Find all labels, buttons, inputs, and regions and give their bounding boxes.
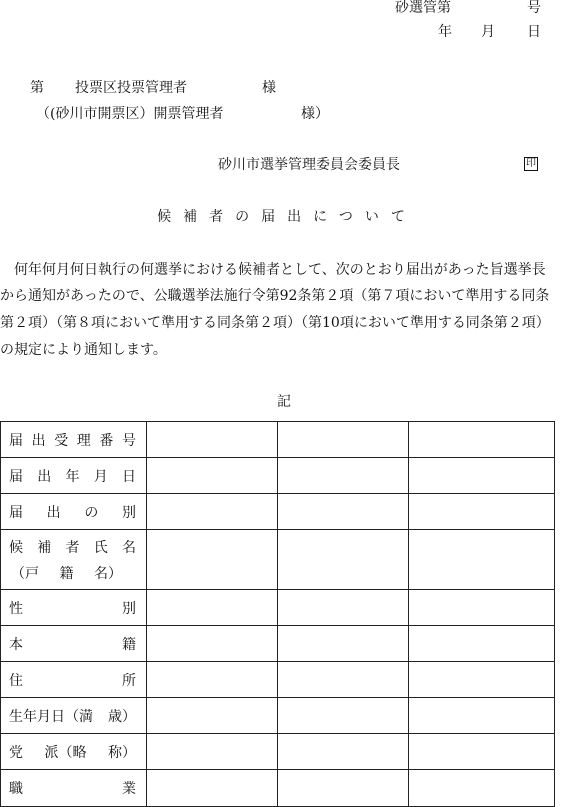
row-label-char: 別 [121,504,136,521]
date-month-label: 月 [481,24,495,40]
value-cell[interactable] [409,662,555,698]
row-label-char: 籍 [59,565,74,582]
value-cell[interactable] [147,626,278,662]
table-row [1,422,555,458]
row-label-char: の [84,504,99,521]
row-label-char: 氏 [93,539,108,556]
addressee-dai: 第 [30,80,44,96]
table-row [1,698,555,734]
date-day-label: 日 [527,24,541,40]
row-label-cell [1,458,147,494]
row-label-char: 年 [65,468,80,485]
ki-heading: 記 [277,394,291,410]
row-label-cell [1,590,147,626]
row-label-char: 名 [122,539,136,556]
row-label-char: 所 [122,672,136,689]
row-label-char: （戸 [11,565,39,582]
row-label-cell [1,422,147,458]
addressee-honorific: 様） [301,106,329,122]
table-row [1,590,555,626]
row-label-char: 派（略 [44,744,87,761]
value-cell[interactable] [409,494,555,530]
row-label-cell [1,662,147,698]
row-label-char: 届 [9,504,23,521]
row-label-char: 番 [99,432,114,449]
value-cell[interactable] [278,626,409,662]
row-label-char: 別 [122,600,136,617]
value-cell[interactable] [147,698,278,734]
row-label-cell [1,494,147,530]
value-cell[interactable] [278,698,409,734]
row-label-char: 籍 [122,636,136,653]
value-cell[interactable] [278,422,409,458]
sender-name: 砂川市選挙管理委員会委員長 [218,157,400,173]
value-cell[interactable] [409,770,555,807]
row-label-char: 届 [9,468,23,485]
row-label-char: 本 [9,636,23,653]
table-row [1,458,555,494]
value-cell[interactable] [278,662,409,698]
value-cell[interactable] [409,590,555,626]
row-label-char: 出 [37,468,52,485]
row-label-cell [1,626,147,662]
row-label-char: 職 [9,781,23,797]
table-row [1,626,555,662]
row-label-cell [1,770,147,807]
row-label-char: 候 [9,539,23,556]
value-cell[interactable] [409,530,555,590]
body-line: から通知があったので、公職選挙法施行令第92条第２項（第７項において準用する同条 [0,288,550,304]
value-cell[interactable] [147,734,278,770]
body-line: 第２項）（第８項において準用する同条第２項）（第10項において準用する同条第２項） [0,315,550,331]
row-label-char: 月 [93,468,108,485]
value-cell[interactable] [278,590,409,626]
value-cell[interactable] [147,590,278,626]
row-label-char: 号 [121,432,136,449]
table-row [1,734,555,770]
body-line: の規定により通知します。 [0,342,167,358]
row-label-char: 出 [46,504,61,521]
date-year-label: 年 [438,24,452,40]
page-title: 候補者の届出について [157,209,417,225]
row-label-char: 届 [9,432,23,449]
body-line: 何年何月何日執行の何選挙における候補者として、次のとおり届出があった旨選挙長 [14,262,546,278]
table-row [1,494,555,530]
value-cell[interactable] [278,494,409,530]
row-label-char: 者 [65,539,80,556]
document-number-suffix: 号 [527,0,541,16]
addressee-name: （(砂川市開票区）開票管理者 [36,106,224,122]
table-row [1,662,555,698]
row-label-char: 名） [94,565,122,582]
value-cell[interactable] [147,422,278,458]
value-cell[interactable] [278,770,409,807]
addressee-name: 投票区投票管理者 [75,80,187,96]
row-label-char: 性 [9,600,23,617]
row-label-char: 歳） [108,708,136,725]
row-label-char: 住 [9,672,23,689]
value-cell[interactable] [147,530,278,590]
notification-form-table [0,421,555,807]
value-cell[interactable] [409,626,555,662]
value-cell[interactable] [278,458,409,494]
row-label-char: 生年月日（満 [9,708,93,725]
row-label-char: 受 [54,432,69,449]
row-label-char: 業 [122,781,136,797]
row-label-char: 党 [9,744,23,761]
addressee-honorific: 様 [262,80,276,96]
row-label-cell [1,698,147,734]
value-cell[interactable] [409,422,555,458]
row-label-char: 補 [37,539,52,556]
row-label-cell [1,530,147,590]
row-label-char: 日 [122,468,136,485]
row-label-char: 出 [31,432,46,449]
value-cell[interactable] [278,530,409,590]
table-row [1,530,555,590]
table-row [1,770,555,807]
value-cell[interactable] [147,494,278,530]
row-label-char: 称） [108,744,136,761]
value-cell[interactable] [409,698,555,734]
row-label-cell [1,734,147,770]
value-cell[interactable] [409,734,555,770]
document-number-prefix: 砂選管第 [395,0,451,16]
value-cell[interactable] [147,662,278,698]
seal-stamp: 印 [526,158,536,169]
value-cell[interactable] [409,458,555,494]
value-cell[interactable] [147,458,278,494]
value-cell[interactable] [147,770,278,807]
value-cell[interactable] [278,734,409,770]
row-label-char: 理 [76,432,91,449]
